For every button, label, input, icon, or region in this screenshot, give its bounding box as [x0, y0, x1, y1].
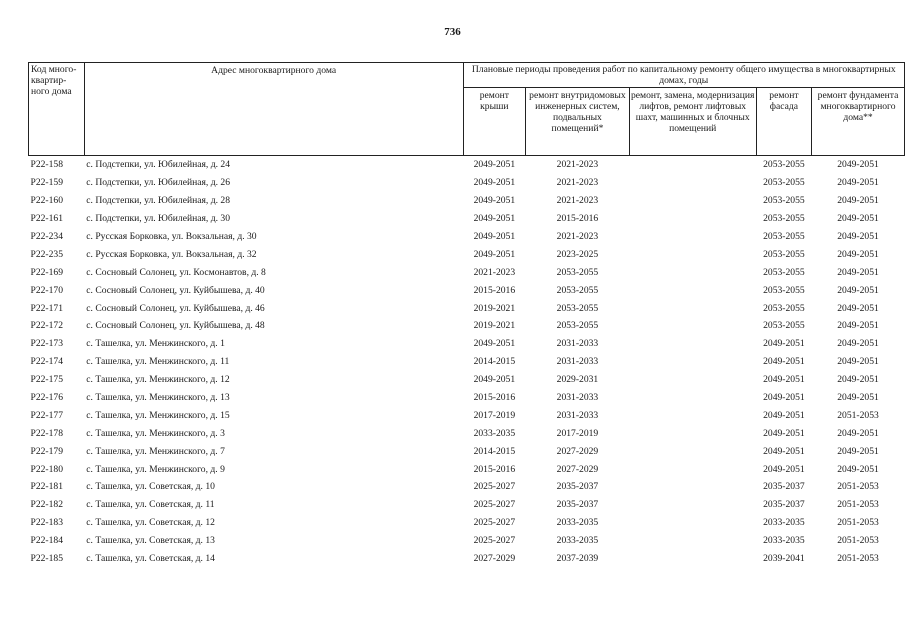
cell-address: с. Ташелка, ул. Советская, д. 12: [86, 517, 215, 529]
cell-facade: 2053-2055: [763, 195, 805, 207]
table-row: [29, 478, 905, 496]
cell-systems: 2033-2035: [556, 517, 599, 529]
table-row: [29, 389, 905, 407]
cell-roof: 2049-2051: [473, 374, 516, 386]
cell-roof: 2049-2051: [473, 248, 516, 260]
cell-code: P22-169: [30, 266, 64, 278]
table-row: [29, 424, 905, 442]
cell-systems: 2021-2023: [556, 195, 599, 207]
cell-facade: 2053-2055: [763, 177, 805, 189]
cell-code: P22-181: [30, 481, 64, 493]
cell-address: с. Ташелка, ул. Менжинского, д. 9: [86, 463, 225, 475]
table-row: [29, 156, 905, 174]
cell-code: P22-185: [30, 553, 64, 565]
cell-lifts: [629, 192, 756, 210]
column-header-code: Код много-квартир-ного дома: [29, 63, 85, 156]
cell-code: P22-159: [30, 177, 64, 189]
table-row: [29, 353, 905, 371]
cell-roof: 2015-2016: [473, 392, 516, 404]
cell-systems: 2015-2016: [556, 213, 599, 225]
table-row: [29, 335, 905, 353]
cell-address: с. Ташелка, ул. Менжинского, д. 13: [86, 392, 230, 404]
cell-facade: 2053-2055: [763, 302, 805, 314]
cell-foundation: 2049-2051: [837, 302, 879, 314]
cell-roof: 2049-2051: [473, 231, 516, 242]
cell-foundation: 2049-2051: [837, 213, 879, 225]
cell-lifts: [629, 156, 756, 174]
cell-roof: 2027-2029: [473, 553, 516, 565]
cell-lifts: [629, 406, 756, 424]
column-header-roof: ремонт крыши: [463, 88, 526, 156]
cell-systems: 2029-2031: [556, 374, 599, 386]
cell-address: с. Подстепки, ул. Юбилейная, д. 24: [86, 159, 230, 171]
cell-address: с. Ташелка, ул. Советская, д. 14: [86, 553, 215, 565]
cell-systems: 2031-2033: [556, 356, 599, 368]
cell-address: с. Ташелка, ул. Менжинского, д. 3: [86, 427, 225, 439]
cell-foundation: 2051-2053: [837, 499, 879, 511]
repair-schedule-table: [28, 62, 905, 567]
cell-roof: 2025-2027: [473, 535, 516, 547]
cell-code: P22-180: [30, 463, 64, 475]
cell-lifts: [629, 263, 756, 281]
cell-address: с. Сосновый Солонец, ул. Куйбышева, д. 48: [86, 320, 265, 332]
cell-foundation: 2049-2051: [837, 445, 879, 457]
cell-code: P22-177: [30, 409, 64, 421]
cell-lifts: [629, 210, 756, 228]
cell-systems: 2033-2035: [556, 535, 599, 547]
cell-systems: 2035-2037: [556, 499, 599, 511]
cell-code: P22-170: [30, 284, 64, 296]
cell-address: с. Подстепки, ул. Юбилейная, д. 30: [86, 213, 230, 225]
cell-foundation: 2049-2051: [837, 392, 879, 404]
cell-foundation: 2049-2051: [837, 427, 879, 439]
cell-foundation: 2049-2051: [837, 374, 879, 386]
table-row: [29, 406, 905, 424]
cell-address: с. Подстепки, ул. Юбилейная, д. 28: [86, 195, 230, 207]
cell-lifts: [629, 514, 756, 532]
cell-systems: 2017-2019: [556, 427, 599, 439]
cell-lifts: [629, 389, 756, 407]
cell-address: с. Русская Борковка, ул. Вокзальная, д. 30: [86, 231, 257, 242]
cell-systems: 2053-2055: [556, 284, 599, 296]
table-row: [29, 281, 905, 299]
cell-foundation: 2049-2051: [837, 159, 879, 171]
cell-code: P22-235: [30, 248, 64, 260]
cell-systems: 2023-2025: [556, 248, 599, 260]
cell-roof: 2021-2023: [473, 266, 516, 278]
cell-facade: 2049-2051: [763, 356, 805, 368]
cell-systems: 2021-2023: [556, 159, 599, 171]
cell-address: с. Ташелка, ул. Советская, д. 10: [86, 481, 215, 493]
cell-roof: 2025-2027: [473, 517, 516, 529]
cell-lifts: [629, 550, 756, 568]
cell-systems: 2053-2055: [556, 266, 599, 278]
table-row: [29, 210, 905, 228]
cell-lifts: [629, 174, 756, 192]
cell-roof: 2014-2015: [473, 445, 516, 457]
cell-facade: 2035-2037: [763, 481, 805, 493]
cell-facade: 2049-2051: [763, 427, 805, 439]
cell-foundation: 2049-2051: [837, 248, 879, 260]
cell-lifts: [629, 424, 756, 442]
table-row: [29, 245, 905, 263]
column-header-facade: ремонт фасада: [756, 88, 811, 156]
cell-foundation: 2049-2051: [837, 284, 879, 296]
cell-facade: 2053-2055: [763, 248, 805, 260]
cell-address: с. Ташелка, ул. Менжинского, д. 15: [86, 409, 230, 421]
cell-foundation: 2051-2053: [837, 481, 879, 493]
cell-systems: 2053-2055: [556, 302, 599, 314]
cell-code: P22-161: [30, 213, 64, 225]
cell-code: P22-158: [30, 159, 64, 171]
cell-systems: 2031-2033: [556, 392, 599, 404]
cell-roof: 2017-2019: [473, 409, 516, 421]
cell-lifts: [629, 299, 756, 317]
cell-address: с. Ташелка, ул. Советская, д. 11: [86, 499, 215, 511]
cell-foundation: 2051-2053: [837, 409, 879, 421]
cell-systems: 2021-2023: [556, 231, 599, 242]
cell-foundation: 2049-2051: [837, 266, 879, 278]
cell-code: P22-174: [30, 356, 64, 368]
table-row: [29, 263, 905, 281]
cell-address: с. Сосновый Солонец, ул. Куйбышева, д. 46: [86, 302, 265, 314]
table-row: [29, 228, 905, 246]
cell-lifts: [629, 245, 756, 263]
cell-lifts: [629, 478, 756, 496]
cell-facade: 2049-2051: [763, 374, 805, 386]
cell-foundation: 2049-2051: [837, 195, 879, 207]
table-row: [29, 460, 905, 478]
cell-roof: 2049-2051: [473, 195, 516, 207]
cell-address: с. Подстепки, ул. Юбилейная, д. 26: [86, 177, 230, 189]
cell-foundation: 2051-2053: [837, 535, 879, 547]
cell-lifts: [629, 335, 756, 353]
cell-foundation: 2049-2051: [837, 320, 879, 332]
cell-systems: 2053-2055: [556, 320, 599, 332]
cell-code: P22-178: [30, 427, 64, 439]
cell-foundation: 2049-2051: [837, 338, 879, 350]
table-row: [29, 299, 905, 317]
table-row: [29, 317, 905, 335]
table-row: [29, 174, 905, 192]
cell-facade: 2049-2051: [763, 338, 805, 350]
cell-facade: 2033-2035: [763, 517, 805, 529]
cell-code: P22-182: [30, 499, 64, 511]
cell-code: P22-184: [30, 535, 64, 547]
cell-foundation: 2049-2051: [837, 231, 879, 242]
cell-roof: 2015-2016: [473, 284, 516, 296]
cell-facade: 2035-2037: [763, 499, 805, 511]
column-header-lifts: ремонт, замена, модернизация лифтов, ремонт лифтовых шахт, машинных и блочных помещений: [629, 88, 756, 156]
cell-address: с. Русская Борковка, ул. Вокзальная, д. 32: [86, 248, 257, 260]
cell-facade: 2053-2055: [763, 231, 805, 242]
cell-facade: 2039-2041: [763, 553, 805, 565]
cell-systems: 2035-2037: [556, 481, 599, 493]
cell-code: P22-160: [30, 195, 64, 207]
cell-foundation: 2051-2053: [837, 553, 879, 565]
cell-roof: 2049-2051: [473, 338, 516, 350]
cell-lifts: [629, 442, 756, 460]
cell-code: P22-172: [30, 320, 64, 332]
cell-lifts: [629, 496, 756, 514]
cell-systems: 2037-2039: [556, 553, 599, 565]
cell-foundation: 2049-2051: [837, 463, 879, 475]
table-row: [29, 192, 905, 210]
table-header: [29, 63, 905, 156]
cell-facade: 2053-2055: [763, 213, 805, 225]
cell-foundation: 2051-2053: [837, 517, 879, 529]
cell-roof: 2049-2051: [473, 159, 516, 171]
cell-systems: 2031-2033: [556, 338, 599, 350]
cell-foundation: 2049-2051: [837, 356, 879, 368]
cell-roof: 2019-2021: [473, 302, 516, 314]
cell-facade: 2053-2055: [763, 284, 805, 296]
cell-facade: 2049-2051: [763, 445, 805, 457]
cell-systems: 2021-2023: [556, 177, 599, 189]
table-row: [29, 550, 905, 568]
cell-systems: 2031-2033: [556, 409, 599, 421]
cell-lifts: [629, 371, 756, 389]
cell-address: с. Сосновый Солонец, ул. Куйбышева, д. 40: [86, 284, 265, 296]
column-header-systems: ремонт внутридомовых инженерных систем, подвальных помещений*: [526, 88, 629, 156]
cell-lifts: [629, 353, 756, 371]
cell-lifts: [629, 281, 756, 299]
cell-lifts: [629, 460, 756, 478]
table-row: [29, 514, 905, 532]
cell-code: P22-179: [30, 445, 64, 457]
table-row: [29, 371, 905, 389]
cell-facade: 2049-2051: [763, 409, 805, 421]
table-row: [29, 442, 905, 460]
cell-facade: 2049-2051: [763, 392, 805, 404]
cell-address: с. Ташелка, ул. Советская, д. 13: [86, 535, 215, 547]
table-row: [29, 496, 905, 514]
cell-address: с. Ташелка, ул. Менжинского, д. 12: [86, 374, 230, 386]
cell-roof: 2049-2051: [473, 177, 516, 189]
cell-systems: 2027-2029: [556, 463, 599, 475]
cell-facade: 2049-2051: [763, 463, 805, 475]
cell-code: P22-234: [30, 231, 64, 242]
cell-facade: 2053-2055: [763, 266, 805, 278]
cell-code: P22-176: [30, 392, 64, 404]
column-group-header-periods: Плановые периоды проведения работ по капитальному ремонту общего имущества в многоквартирных домах, годы: [463, 63, 905, 88]
cell-roof: 2019-2021: [473, 320, 516, 332]
cell-lifts: [629, 532, 756, 550]
cell-address: с. Ташелка, ул. Менжинского, д. 1: [86, 338, 225, 350]
cell-lifts: [629, 228, 756, 246]
cell-foundation: 2049-2051: [837, 177, 879, 189]
cell-facade: 2053-2055: [763, 159, 805, 171]
cell-address: с. Ташелка, ул. Менжинского, д. 11: [86, 356, 230, 368]
cell-code: P22-173: [30, 338, 64, 350]
column-header-foundation: ремонт фундамента многоквартирного дома**: [812, 88, 905, 156]
table-body: [29, 156, 905, 568]
cell-roof: 2025-2027: [473, 481, 516, 493]
cell-roof: 2033-2035: [473, 427, 516, 439]
cell-roof: 2015-2016: [473, 463, 516, 475]
cell-address: с. Ташелка, ул. Менжинского, д. 7: [86, 445, 225, 457]
table-row: [29, 532, 905, 550]
cell-roof: 2014-2015: [473, 356, 516, 368]
cell-roof: 2025-2027: [473, 499, 516, 511]
cell-lifts: [629, 317, 756, 335]
column-header-address: Адрес многоквартирного дома: [84, 63, 463, 156]
page-number: 736: [444, 26, 461, 38]
cell-address: с. Сосновый Солонец, ул. Космонавтов, д. 8: [86, 266, 266, 278]
cell-code: P22-183: [30, 517, 64, 529]
cell-roof: 2049-2051: [473, 213, 516, 225]
cell-facade: 2053-2055: [763, 320, 805, 332]
cell-code: P22-175: [30, 374, 64, 386]
cell-systems: 2027-2029: [556, 445, 599, 457]
cell-facade: 2033-2035: [763, 535, 805, 547]
cell-code: P22-171: [30, 302, 64, 314]
